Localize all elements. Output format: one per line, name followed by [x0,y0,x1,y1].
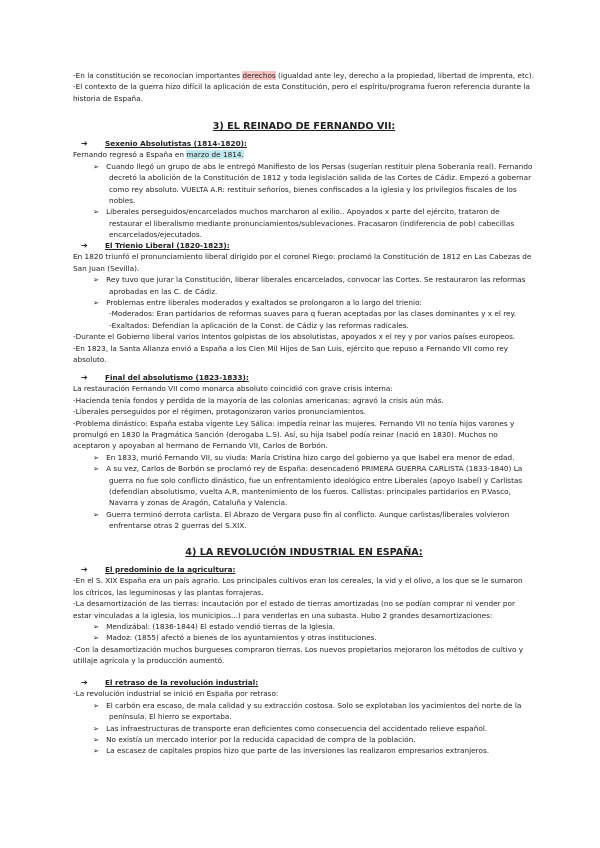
chevron-icon: ➢ [93,207,100,217]
section-3-title: 3) EL REINADO DE FERNANDO VII: [212,121,396,132]
highlight-derechos: derechos [242,71,276,80]
chevron-icon: ➢ [93,723,100,733]
arrow-icon: ➔ [81,678,88,687]
retraso-bullet-3: ➢ No existía un mercado interior por la reducida capacidad de compra de la población. [93,735,416,745]
agri-bullet-2: ➢ Madoz: (1855) afectó a bienes de los ayuntamientos y otras instituciones. [93,633,377,643]
intro-paragraph-2: -El contexto de la guerra hizo difícil la aplicación de esta Constitución, pero el espíritu/programa fueron referencia durante la historia de España. [73,82,530,103]
retraso-bullet-4: ➢ La escasez de capitales propios hizo que parte de las inversiones las realizaron empresarios extranjeros. [93,746,490,756]
intro-paragraph-1: -En la constitución se reconocían importantes derechos (igualdad ante ley, derecho a la propiedad, libertad de imprenta, etc). [73,71,535,80]
chevron-icon: ➢ [93,275,100,285]
trienio-line: En 1820 triunfó el pronunciamiento liberal dirigido por el coronel Riego: proclamó la Constitución de 1812 en Las Cabezas de San Juan (Sevilla). [73,252,532,273]
arrow-icon: ➔ [81,241,88,250]
final-paragraph-1: La restauración Fernando VII como monarca absoluto coincidió con grave crisis interna: [73,384,393,394]
retraso-paragraph-1: -La revolución industrial se inició en España por retraso: [73,689,279,699]
trienio-bullet-2: ➢ Problemas entre liberales moderados y exaltados se prolongaron a lo largo del trienio: [93,298,422,308]
sexenio-bullet-2: ➢ Liberales perseguidos/encarcelados muchos marcharon al exilio.. Apoyados x parte del ejército, trataron de restaurar el liberalismo mediante pronunciamientos/sublevaciones. Fracasaron (indiferencia de pob) cabecillas encarcelados/ejecutados. [93,207,515,240]
agri-heading: ➔ El predominio de la agricultura: [73,564,535,575]
agri-bullet-1: ➢ Mendizábal: (1836-1844) El estado vendió tierras de la Iglesia. [93,622,336,632]
section-4-title: 4) LA REVOLUCIÓN INDUSTRIAL EN ESPAÑA: [185,547,423,558]
final-bullet-1: ➢ En 1833, murió Fernando VII, su viuda: María Cristina hizo cargo del gobierno ya que Isabel era menor de edad. [93,452,515,462]
chevron-icon: ➢ [93,452,100,462]
final-heading: ➔ Final del absolutismo (1823-1833): [73,372,535,383]
final-paragraph-4: -Problema dinástico: España estaba vigente Ley Sálica: impedía reinar las mujeres. Fernando VII no tenía hijos varones y promulgó en 1830 la Pragmática Sanción (derogaba L.S). Así, su hija Isabel podía reinar (nació en 1830). Muchos no aceptaron y apoyaban al hermano de Fernando VII, Carlos de Borbón. [73,418,515,451]
final-paragraph-3: -Liberales perseguidos por el régimen, protagonizaron varios pronunciamientos. [73,407,366,417]
chevron-icon: ➢ [93,700,100,710]
trienio-paragraph-2: -En 1823, la Santa Alianza envió a España a los Cien Mil Hijos de San Luis, ejército que repuso a Fernando VII como rey absoluto. [73,343,509,365]
agri-block [73,564,535,667]
final-paragraph-2: -Hacienda tenía fondos y perdida de la mayoría de las colonias americanas: agravó la crisis aún más. [73,395,444,405]
chevron-icon: ➢ [93,622,100,632]
sexenio-bullet-1: ➢ Cuando llegó un grupo de abs le entregó Manifiesto de los Persas (sugerían restituir plena Soberanía real). Fernando decretó la abolición de la Constitución de 1812 y toda legislación salida de las Cortes de Cádiz. Empezó a gobernar como rey absoluto. VUELTA A.R: restituir señoríos, bienes confiscados a la iglesia y los privilegios fiscales de los nobles. [93,161,533,206]
highlight-date: marzo de 1814. [186,150,244,160]
chevron-icon: ➢ [93,464,100,474]
arrow-icon: ➔ [81,565,88,574]
agri-paragraph-1: -En el S. XIX España era un país agrario. Los principales cultivos eran los cereales, la vid y el olivo, a los que se le sumaron los cítricos, las leguminosas y las plantas forrajeras. [73,576,523,597]
trienio-block [73,240,535,365]
sexenio-heading: ➔ Sexenio Absolutistas (1814-1820): [73,138,535,149]
arrow-icon: ➔ [81,139,88,148]
sexenio-block [73,138,535,241]
sexenio-line: Fernando regresó a España en marzo de 1814. [73,150,244,160]
chevron-icon: ➢ [93,633,100,643]
trienio-bullet-1: ➢ Rey tuvo que jurar la Constitución, liberar liberales encarcelados, convocar las Cortes. Se restauraron las reformas aprobadas en las C. de Cádiz. [93,275,526,296]
trienio-heading: ➔ El Trienio Liberal (1820-1823): [73,240,535,251]
final-bullet-3: ➢ Guerra terminó derrota carlista. El Abrazo de Vergara puso fin al conflicto. Aunque carlistas/liberales volvieron enfrentarse otras 2 guerras del S.XIX. [93,509,510,531]
agri-paragraph-3: -Con la desamortización muchos burgueses compraron tierras. Los nuevos propietarios mejoraron los métodos de cultivo y utillaje agrícola y la producción aumentó. [73,644,524,666]
arrow-icon: ➔ [81,373,88,382]
retraso-bullet-2: ➢ Las infraestructuras de transporte eran deficientes como consecuencia del accidentado relieve español. [93,723,488,733]
chevron-icon: ➢ [93,746,100,756]
chevron-icon: ➢ [93,735,100,745]
trienio-exaltados: -Exaltados: Defendían la aplicación de la Const. de Cádiz y las reformas radicales. [109,320,409,330]
chevron-icon: ➢ [93,509,100,519]
intro-block [73,70,535,104]
retraso-heading: ➔ El retraso de la revolución industrial: [73,677,535,688]
trienio-moderados: -Moderados: Eran partidarios de reformas suaves para q fueran aceptadas por las clases dominantes y x el rey. [109,309,517,319]
retraso-block [73,677,535,757]
chevron-icon: ➢ [93,298,100,308]
agri-paragraph-2: -La desamortización de las tierras: incautación por el estado de tierras amortizadas (no se podían comprar ni vender por estar vinculadas a la iglesia, los municipios...) para venderlas en una subasta. Hubo 2 grandes desamortizaciones: [73,599,516,620]
trienio-paragraph-1: -Durante el Gobierno liberal varios intentos golpistas de los absolutistas, apoyados x el rey y por varios países europeos. [73,332,516,342]
retraso-bullet-1: ➢ El carbón era escaso, de mala calidad y su extracción costosa. Solo se explotaban los yacimientos del norte de la península. El hierro se exportaba. [93,700,522,722]
final-block [73,372,535,532]
chevron-icon: ➢ [93,161,100,171]
final-bullet-2: ➢ A su vez, Carlos de Borbón se proclamó rey de España: desencadenó PRIMERA GUERRA CARLISTA (1833-1840) La guerra no fue solo conflicto dinástico, fue un enfrentamiento ideológico entre Liberales (apoyo Isabel) y Carlistas (defendían absolutismo, vuelta A.R, mantenimiento de los fueros. Callistas: principales partidarios en P.Vasco, Navarra y zonas de Aragón, Cataluña y Valencia. [93,464,523,508]
